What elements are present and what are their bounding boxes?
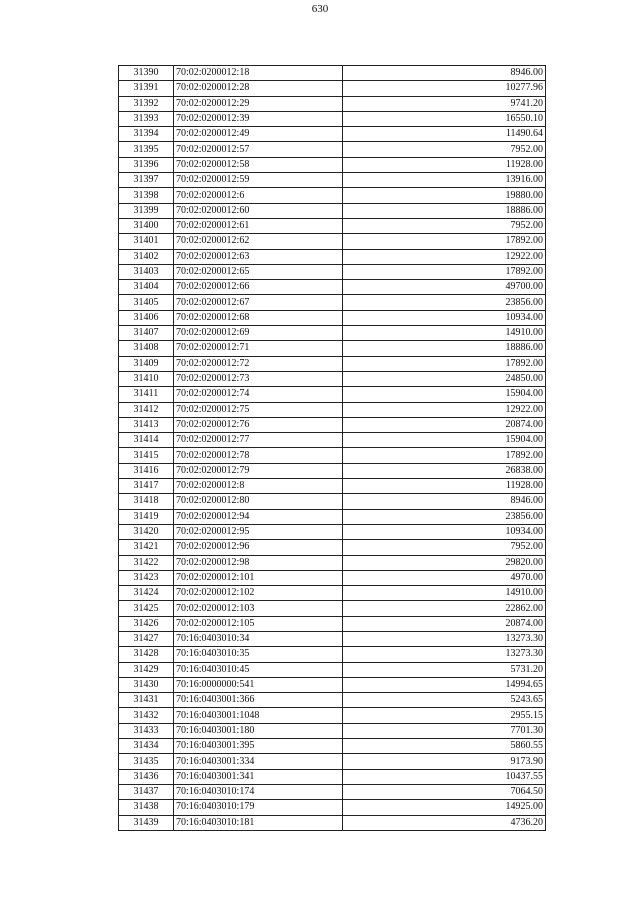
value-cell: 18886.00 — [343, 203, 546, 218]
row-number-cell: 31409 — [119, 356, 174, 371]
cadastral-number-cell: 70:02:0200012:73 — [174, 371, 343, 386]
value-cell: 13273.30 — [343, 647, 546, 662]
table-row — [119, 540, 546, 555]
table-row — [119, 111, 546, 126]
value-cell: 10934.00 — [343, 310, 546, 325]
cadastral-number-cell: 70:02:0200012:72 — [174, 356, 343, 371]
value-cell: 17892.00 — [343, 264, 546, 279]
table-row — [119, 295, 546, 310]
row-number-cell: 31431 — [119, 693, 174, 708]
row-number-cell: 31424 — [119, 586, 174, 601]
table-row — [119, 739, 546, 754]
value-cell: 17892.00 — [343, 234, 546, 249]
row-number-cell: 31432 — [119, 708, 174, 723]
cadastral-number-cell: 70:02:0200012:69 — [174, 326, 343, 341]
table-row — [119, 433, 546, 448]
value-cell: 17892.00 — [343, 448, 546, 463]
table-body — [119, 66, 546, 831]
cadastral-number-cell: 70:02:0200012:68 — [174, 310, 343, 325]
value-cell: 14994.65 — [343, 677, 546, 692]
value-cell: 22862.00 — [343, 601, 546, 616]
value-cell: 14910.00 — [343, 326, 546, 341]
cadastral-number-cell: 70:02:0200012:74 — [174, 387, 343, 402]
cadastral-number-cell: 70:16:0403001:180 — [174, 723, 343, 738]
value-cell: 7952.00 — [343, 540, 546, 555]
row-number-cell: 31420 — [119, 524, 174, 539]
row-number-cell: 31428 — [119, 647, 174, 662]
table-row — [119, 631, 546, 646]
value-cell: 29820.00 — [343, 555, 546, 570]
row-number-cell: 31430 — [119, 677, 174, 692]
cadastral-number-cell: 70:02:0200012:18 — [174, 66, 343, 81]
table-row — [119, 356, 546, 371]
value-cell: 15904.00 — [343, 387, 546, 402]
table-row — [119, 463, 546, 478]
row-number-cell: 31400 — [119, 218, 174, 233]
value-cell: 4736.20 — [343, 815, 546, 830]
cadastral-number-cell: 70:16:0403010:174 — [174, 784, 343, 799]
row-number-cell: 31398 — [119, 188, 174, 203]
value-cell: 19880.00 — [343, 188, 546, 203]
value-cell: 7701.30 — [343, 723, 546, 738]
value-cell: 16550.10 — [343, 111, 546, 126]
table-row — [119, 173, 546, 188]
table-row — [119, 570, 546, 585]
row-number-cell: 31395 — [119, 142, 174, 157]
cadastral-number-cell: 70:02:0200012:57 — [174, 142, 343, 157]
value-cell: 10437.55 — [343, 769, 546, 784]
cadastral-number-cell: 70:02:0200012:60 — [174, 203, 343, 218]
table-row — [119, 417, 546, 432]
row-number-cell: 31408 — [119, 341, 174, 356]
row-number-cell: 31439 — [119, 815, 174, 830]
value-cell: 10934.00 — [343, 524, 546, 539]
table-row — [119, 723, 546, 738]
row-number-cell: 31397 — [119, 173, 174, 188]
table-row — [119, 81, 546, 96]
cadastral-number-cell: 70:16:0403001:1048 — [174, 708, 343, 723]
cadastral-number-cell: 70:02:0200012:76 — [174, 417, 343, 432]
cadastral-number-cell: 70:02:0200012:63 — [174, 249, 343, 264]
row-number-cell: 31434 — [119, 739, 174, 754]
row-number-cell: 31414 — [119, 433, 174, 448]
value-cell: 9173.90 — [343, 754, 546, 769]
cadastral-number-cell: 70:02:0200012:77 — [174, 433, 343, 448]
table-row — [119, 509, 546, 524]
value-cell: 17892.00 — [343, 356, 546, 371]
cadastral-number-cell: 70:02:0200012:98 — [174, 555, 343, 570]
row-number-cell: 31405 — [119, 295, 174, 310]
cadastral-number-cell: 70:02:0200012:95 — [174, 524, 343, 539]
cadastral-number-cell: 70:02:0200012:96 — [174, 540, 343, 555]
row-number-cell: 31422 — [119, 555, 174, 570]
cadastral-number-cell: 70:02:0200012:94 — [174, 509, 343, 524]
value-cell: 14910.00 — [343, 586, 546, 601]
row-number-cell: 31392 — [119, 96, 174, 111]
value-cell: 4970.00 — [343, 570, 546, 585]
cadastral-number-cell: 70:02:0200012:103 — [174, 601, 343, 616]
table-row — [119, 157, 546, 172]
row-number-cell: 31399 — [119, 203, 174, 218]
page-number: 630 — [311, 3, 329, 15]
value-cell: 10277.96 — [343, 81, 546, 96]
value-cell: 2955.15 — [343, 708, 546, 723]
cadastral-number-cell: 70:02:0200012:62 — [174, 234, 343, 249]
value-cell: 5243.65 — [343, 693, 546, 708]
cadastral-number-cell: 70:16:0000000:541 — [174, 677, 343, 692]
cadastral-number-cell: 70:02:0200012:59 — [174, 173, 343, 188]
row-number-cell: 31438 — [119, 800, 174, 815]
value-cell: 7064.50 — [343, 784, 546, 799]
cadastral-number-cell: 70:16:0403010:34 — [174, 631, 343, 646]
row-number-cell: 31410 — [119, 371, 174, 386]
row-number-cell: 31419 — [119, 509, 174, 524]
row-number-cell: 31416 — [119, 463, 174, 478]
cadastral-number-cell: 70:02:0200012:102 — [174, 586, 343, 601]
cadastral-number-cell: 70:16:0403001:395 — [174, 739, 343, 754]
cadastral-number-cell: 70:02:0200012:29 — [174, 96, 343, 111]
cadastral-number-cell: 70:02:0200012:78 — [174, 448, 343, 463]
table-row — [119, 96, 546, 111]
value-cell: 15904.00 — [343, 433, 546, 448]
value-cell: 13273.30 — [343, 631, 546, 646]
value-cell: 14925.00 — [343, 800, 546, 815]
table-row — [119, 800, 546, 815]
value-cell: 23856.00 — [343, 509, 546, 524]
row-number-cell: 31433 — [119, 723, 174, 738]
table-row — [119, 264, 546, 279]
row-number-cell: 31404 — [119, 280, 174, 295]
table-row — [119, 769, 546, 784]
table-row — [119, 387, 546, 402]
value-cell: 11928.00 — [343, 157, 546, 172]
row-number-cell: 31411 — [119, 387, 174, 402]
cadastral-number-cell: 70:02:0200012:105 — [174, 616, 343, 631]
cadastral-number-cell: 70:02:0200012:65 — [174, 264, 343, 279]
cadastral-number-cell: 70:16:0403010:179 — [174, 800, 343, 815]
value-cell: 11490.64 — [343, 127, 546, 142]
value-cell: 5731.20 — [343, 662, 546, 677]
table-row — [119, 784, 546, 799]
value-cell: 20874.00 — [343, 616, 546, 631]
value-cell: 13916.00 — [343, 173, 546, 188]
value-cell: 5860.55 — [343, 739, 546, 754]
cadastral-number-cell: 70:02:0200012:58 — [174, 157, 343, 172]
row-number-cell: 31427 — [119, 631, 174, 646]
row-number-cell: 31418 — [119, 494, 174, 509]
table-row — [119, 142, 546, 157]
row-number-cell: 31435 — [119, 754, 174, 769]
cadastral-number-cell: 70:02:0200012:71 — [174, 341, 343, 356]
table-row — [119, 341, 546, 356]
table-row — [119, 494, 546, 509]
table-row — [119, 188, 546, 203]
cadastral-number-cell: 70:02:0200012:61 — [174, 218, 343, 233]
cadastral-number-cell: 70:16:0403010:35 — [174, 647, 343, 662]
table-row — [119, 402, 546, 417]
cadastral-number-cell: 70:02:0200012:39 — [174, 111, 343, 126]
table-row — [119, 218, 546, 233]
row-number-cell: 31421 — [119, 540, 174, 555]
table-row — [119, 601, 546, 616]
row-number-cell: 31391 — [119, 81, 174, 96]
value-cell: 18886.00 — [343, 341, 546, 356]
table-row — [119, 708, 546, 723]
value-cell: 8946.00 — [343, 494, 546, 509]
table-row — [119, 662, 546, 677]
value-cell: 7952.00 — [343, 142, 546, 157]
cadastral-number-cell: 70:02:0200012:66 — [174, 280, 343, 295]
row-number-cell: 31426 — [119, 616, 174, 631]
table-row — [119, 249, 546, 264]
registry-table — [118, 65, 546, 831]
row-number-cell: 31413 — [119, 417, 174, 432]
value-cell: 12922.00 — [343, 249, 546, 264]
table-row — [119, 448, 546, 463]
table-row — [119, 647, 546, 662]
cadastral-number-cell: 70:16:0403001:341 — [174, 769, 343, 784]
row-number-cell: 31412 — [119, 402, 174, 417]
cadastral-number-cell: 70:16:0403001:366 — [174, 693, 343, 708]
cadastral-number-cell: 70:02:0200012:67 — [174, 295, 343, 310]
value-cell: 9741.20 — [343, 96, 546, 111]
row-number-cell: 31423 — [119, 570, 174, 585]
row-number-cell: 31396 — [119, 157, 174, 172]
cadastral-number-cell: 70:16:0403001:334 — [174, 754, 343, 769]
table-row — [119, 616, 546, 631]
table-row — [119, 371, 546, 386]
row-number-cell: 31390 — [119, 66, 174, 81]
value-cell: 20874.00 — [343, 417, 546, 432]
cadastral-number-cell: 70:02:0200012:28 — [174, 81, 343, 96]
cadastral-number-cell: 70:16:0403010:181 — [174, 815, 343, 830]
cadastral-number-cell: 70:02:0200012:49 — [174, 127, 343, 142]
table-row — [119, 326, 546, 341]
value-cell: 24850.00 — [343, 371, 546, 386]
row-number-cell: 31403 — [119, 264, 174, 279]
table-row — [119, 127, 546, 142]
row-number-cell: 31407 — [119, 326, 174, 341]
row-number-cell: 31417 — [119, 479, 174, 494]
row-number-cell: 31425 — [119, 601, 174, 616]
row-number-cell: 31402 — [119, 249, 174, 264]
table-row — [119, 693, 546, 708]
row-number-cell: 31436 — [119, 769, 174, 784]
row-number-cell: 31401 — [119, 234, 174, 249]
table-row — [119, 815, 546, 830]
table-row — [119, 479, 546, 494]
cadastral-number-cell: 70:02:0200012:101 — [174, 570, 343, 585]
row-number-cell: 31393 — [119, 111, 174, 126]
cadastral-number-cell: 70:02:0200012:75 — [174, 402, 343, 417]
cadastral-number-cell: 70:02:0200012:80 — [174, 494, 343, 509]
table-row — [119, 677, 546, 692]
table-row — [119, 66, 546, 81]
table-row — [119, 310, 546, 325]
cadastral-number-cell: 70:02:0200012:8 — [174, 479, 343, 494]
value-cell: 23856.00 — [343, 295, 546, 310]
value-cell: 11928.00 — [343, 479, 546, 494]
table-row — [119, 524, 546, 539]
value-cell: 49700.00 — [343, 280, 546, 295]
row-number-cell: 31415 — [119, 448, 174, 463]
table-row — [119, 586, 546, 601]
table-row — [119, 754, 546, 769]
value-cell: 8946.00 — [343, 66, 546, 81]
row-number-cell: 31437 — [119, 784, 174, 799]
table-row — [119, 280, 546, 295]
value-cell: 12922.00 — [343, 402, 546, 417]
value-cell: 26838.00 — [343, 463, 546, 478]
value-cell: 7952.00 — [343, 218, 546, 233]
table-row — [119, 203, 546, 218]
cadastral-number-cell: 70:02:0200012:6 — [174, 188, 343, 203]
row-number-cell: 31429 — [119, 662, 174, 677]
table-row — [119, 234, 546, 249]
row-number-cell: 31394 — [119, 127, 174, 142]
cadastral-number-cell: 70:02:0200012:79 — [174, 463, 343, 478]
cadastral-number-cell: 70:16:0403010:45 — [174, 662, 343, 677]
table-row — [119, 555, 546, 570]
row-number-cell: 31406 — [119, 310, 174, 325]
